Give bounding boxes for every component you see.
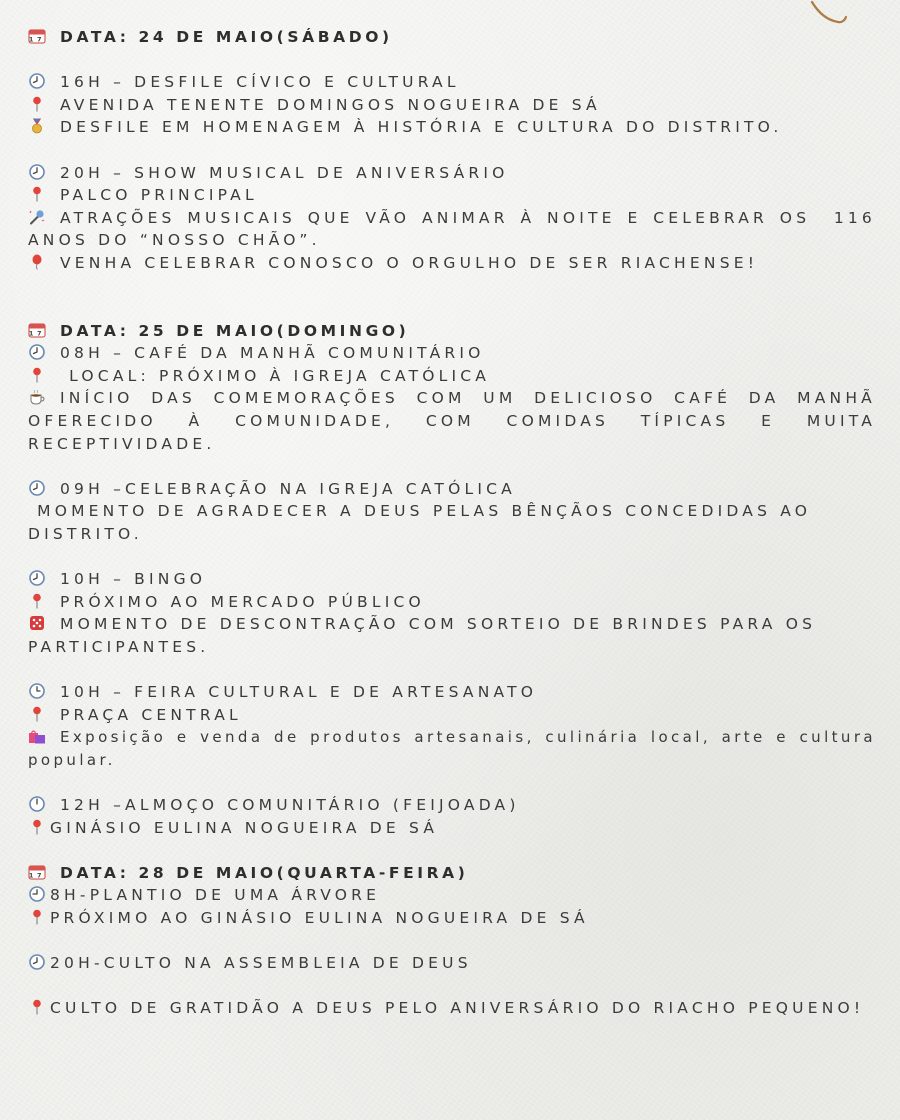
day1-event1-desc: DESFILE EM HOMENAGEM À HISTÓRIA E CULTURA DO DISTRITO. xyxy=(60,118,783,137)
day2-event1-desc: INÍCIO DAS COMEMORAÇÕES COM UM DELICIOSO CAFÉ DA MANHÃ OFERECIDO À COMUNIDADE, COM COMIDAS TÍPICAS E MUITA RECEPTIVIDADE. xyxy=(28,389,886,453)
day3-event1-place: PRÓXIMO AO GINÁSIO EULINA NOGUEIRA DE SÁ xyxy=(50,908,589,927)
clock-icon xyxy=(28,796,46,812)
pin-icon xyxy=(28,909,46,925)
coffee-icon xyxy=(28,389,46,405)
calendar-icon xyxy=(28,28,46,44)
pin-icon xyxy=(28,819,46,835)
day2-event1-place-line xyxy=(28,365,876,388)
day1-event1-time: 16H – DESFILE CÍVICO E CULTURAL xyxy=(60,73,460,92)
medal-icon xyxy=(28,118,46,134)
clock-icon xyxy=(28,570,46,586)
day2-event3-desc-line xyxy=(28,613,876,658)
day1-event2-cta-line xyxy=(28,252,876,275)
day1-date-line xyxy=(28,26,876,49)
day2-event4-desc-line xyxy=(28,726,885,771)
day2-event5-place-line xyxy=(28,817,876,840)
calendar-icon xyxy=(28,864,46,880)
day3-date-line xyxy=(28,862,876,885)
pin-icon xyxy=(28,706,46,722)
day2-event5-place: GINÁSIO EULINA NOGUEIRA DE SÁ xyxy=(50,818,439,837)
clock-icon xyxy=(28,683,46,699)
day1-event1-place: AVENIDA TENENTE DOMINGOS NOGUEIRA DE SÁ xyxy=(60,95,601,114)
balloon-icon xyxy=(28,254,46,270)
day1-event2-cta: VENHA CELEBRAR CONOSCO O ORGULHO DE SER RIACHENSE! xyxy=(60,253,759,272)
event-schedule xyxy=(28,26,886,1020)
clock-icon xyxy=(28,164,46,180)
day2-event1-place: LOCAL: PRÓXIMO À IGREJA CATÓLICA xyxy=(60,366,491,385)
day1-event2-desc-line xyxy=(28,207,886,252)
day2-event2-time: 09H –CELEBRAÇÃO NA IGREJA CATÓLICA xyxy=(60,479,516,498)
day1-event2-place-line xyxy=(28,184,876,207)
day1-event1-place-line xyxy=(28,94,876,117)
clock-icon xyxy=(28,480,46,496)
day2-event2-time-line xyxy=(28,478,876,501)
clock-icon xyxy=(28,73,46,89)
day2-date: DATA: 25 DE MAIO(DOMINGO) xyxy=(60,321,410,340)
day1-event2-place: PALCO PRINCIPAL xyxy=(60,186,258,205)
day2-event4-time: 10H – FEIRA CULTURAL E DE ARTESANATO xyxy=(60,683,538,702)
pin-icon xyxy=(28,367,46,383)
day2-event5-time-line xyxy=(28,794,876,817)
day3-event1-place-line xyxy=(28,907,876,930)
day3-event1-time-line xyxy=(28,884,876,907)
shopping-bags-icon xyxy=(28,728,46,744)
clock-icon xyxy=(28,344,46,360)
pin-icon xyxy=(28,593,46,609)
day2-event3-place: PRÓXIMO AO MERCADO PÚBLICO xyxy=(60,592,425,611)
svg-text:17: 17 xyxy=(28,329,46,338)
day2-event2-desc: MOMENTO DE AGRADECER A DEUS PELAS BÊNÇÃOS CONCEDIDAS AO DISTRITO. xyxy=(28,502,821,543)
day2-event4-place-line xyxy=(28,704,876,727)
day2-event3-time: 10H – BINGO xyxy=(60,570,207,589)
day2-event3-desc: MOMENTO DE DESCONTRAÇÃO COM SORTEIO DE BRINDES PARA OS PARTICIPANTES. xyxy=(28,615,826,656)
day2-event1-time: 08H – CAFÉ DA MANHÃ COMUNITÁRIO xyxy=(60,344,485,363)
day3-date: DATA: 28 DE MAIO(QUARTA-FEIRA) xyxy=(60,863,469,882)
day3-event2-desc-line xyxy=(28,997,876,1020)
day1-event2-desc: ATRAÇÕES MUSICAIS QUE VÃO ANIMAR À NOITE E CELEBRAR OS 116 ANOS DO “NOSSO CHÃO”. xyxy=(28,208,886,250)
microphone-icon xyxy=(28,209,46,225)
day1-event2-time: 20H – SHOW MUSICAL DE ANIVERSÁRIO xyxy=(60,163,509,182)
svg-text:17: 17 xyxy=(28,871,46,880)
pin-icon xyxy=(28,186,46,202)
day2-event4-place: PRAÇA CENTRAL xyxy=(60,705,242,724)
day3-event1-time: 8H-PLANTIO DE UMA ÁRVORE xyxy=(50,886,381,905)
pin-icon xyxy=(28,96,46,112)
day2-event1-time-line xyxy=(28,342,876,365)
calendar-icon xyxy=(28,322,46,338)
svg-text:17: 17 xyxy=(28,35,46,44)
day2-event4-desc: Exposição e venda de produtos artesanais, culinária local, arte e cultura popular. xyxy=(28,728,885,769)
day1-event1-desc-line xyxy=(28,116,876,139)
clock-icon xyxy=(28,886,46,902)
day3-event2-time-line xyxy=(28,952,876,975)
day1-event1-time-line xyxy=(28,71,876,94)
day2-date-line xyxy=(28,320,876,343)
day2-event3-time-line xyxy=(28,568,876,591)
day2-event2-desc-line xyxy=(28,500,876,545)
day3-event2-time: 20H-CULTO NA ASSEMBLEIA DE DEUS xyxy=(50,954,472,973)
day2-event4-time-line xyxy=(28,681,876,704)
clock-icon xyxy=(28,954,46,970)
pin-icon xyxy=(28,999,46,1015)
day1-date: DATA: 24 DE MAIO(SÁBADO) xyxy=(60,28,393,46)
dice-icon xyxy=(28,615,46,631)
day2-event1-desc-line xyxy=(28,387,886,455)
day2-event5-time: 12H –ALMOÇO COMUNITÁRIO (FEIJOADA) xyxy=(60,796,520,814)
day2-event3-place-line xyxy=(28,591,876,614)
day3-event2-desc: CULTO DE GRATIDÃO A DEUS PELO ANIVERSÁRIO DO RIACHO PEQUENO! xyxy=(50,999,865,1018)
day1-event2-time-line xyxy=(28,162,876,185)
